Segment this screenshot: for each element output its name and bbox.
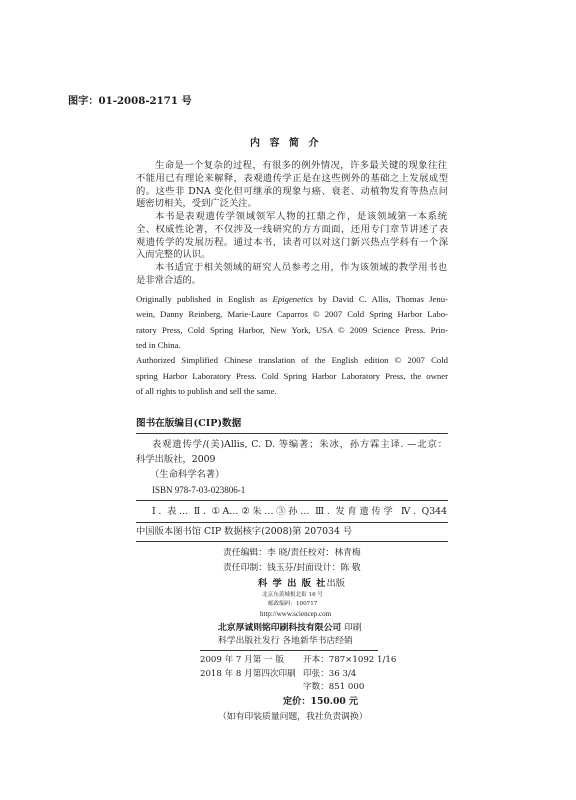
printer-suffix: 印刷 (343, 623, 362, 633)
english-notice-line (136, 293, 448, 305)
cip-isbn: ISBN 978-7-03-023806-1 (152, 485, 246, 495)
publisher-website: http://www.sciencep.com (260, 610, 332, 618)
price: 定价：150.00 元 (283, 696, 359, 707)
format-info: 开本：787×1092 1/16 (303, 655, 397, 665)
summary-line: 本书适宜于相关领域的研究人员参考之用，作为该领域的教学用书也 (155, 262, 447, 273)
publisher-name: 科 学 出 版 社 (258, 578, 327, 589)
imprint-rule (200, 650, 378, 651)
publisher-address: 北京东黄城根北街 16 号 (262, 592, 324, 598)
edition-info: 2009 年 7 月第 一 版 (200, 655, 284, 665)
printer-name: 北京厚诚则铭印刷科技有限公司 (218, 623, 342, 633)
summary-line: 的。这些非 DNA 变化但可继承的现象与癌、衰老、动植物发育等热点问 (136, 186, 448, 197)
summary-heading: 内 容 简 介 (250, 138, 322, 149)
distribution-line: 科学出版社发行 各地新华书店经销 (218, 636, 353, 646)
summary-line: 不能用已有理论来解释，表观遗传学正是在这些例外的基础之上发展成型 (136, 173, 448, 184)
english-notice-line: Authorized Simplified Chinese translation of the English edition © 2007 Cold (136, 355, 448, 365)
quality-notice: （如有印装质量问题，我社负责调换） (218, 712, 368, 722)
english-notice-line: ratory Press, Cold Spring Harbor, New York, USA © 2009 Science Press. Prin- (136, 325, 448, 335)
cip-record: 中国版本图书馆 CIP 数据核字(2008)第 207034 号 (136, 526, 353, 537)
sheets-info: 印张：36 3/4 (303, 669, 357, 679)
editors-line: 责任编辑：李 晓/责任校对：林青梅 (223, 548, 361, 558)
cip-rule (136, 433, 448, 434)
english-notice-text: Originally published in English as (136, 294, 273, 304)
english-notice-line: spring Harbor Laboratory Press. Cold Spring Harbor Laboratory Press, the owner (136, 371, 448, 381)
english-notice-line: wein, Danny Reinberg, Marie-Laure Caparros © 2007 Cold Spring Harbor Labo- (136, 309, 448, 319)
summary-line: 观遗传学的发展历程。通过本书，读者可以对这门新兴热点学科有一个深 (136, 237, 448, 248)
production-line: 责任印制：钱玉芬/封面设计：陈 敬 (223, 563, 361, 573)
publisher-suffix: 出版 (326, 578, 346, 589)
summary-line: 入而完整的认识。 (136, 249, 211, 260)
cip-rule (136, 500, 448, 501)
cip-rule (136, 522, 448, 523)
publisher-postcode: 邮政编码：100717 (268, 601, 318, 607)
cip-rule (136, 541, 448, 542)
summary-line: 生命是一个复杂的过程，有很多的例外情况，许多最关键的现象往往 (155, 160, 447, 171)
english-notice-line: ted in China. (136, 340, 181, 350)
summary-line: 全、权威性论著，不仅涉及一线研究的方方面面，还用专门章节讲述了表 (136, 224, 448, 235)
cip-series: （生命科学名著） (150, 469, 225, 480)
book-title-italic: Epigenetics (272, 294, 314, 304)
cip-heading: 图书在版编目(CIP)数据 (136, 418, 242, 429)
cip-entry-line: 表观遗传学/(美)Allis, C. D. 等编著；朱冰，孙方霖主译. —北京： (152, 439, 447, 450)
word-count: 字数：851 000 (303, 682, 365, 692)
cip-entry-line: 科学出版社，2009 (136, 454, 216, 465)
registration-number: 图字：01-2008-2171 号 (68, 95, 192, 107)
printer-line (218, 622, 362, 634)
publisher-line (258, 578, 345, 590)
english-notice-text: by David C. Allis, Thomas Jenu- (313, 294, 448, 304)
cip-classification: Ⅰ. 表… Ⅱ. ①A…②朱…③孙… Ⅲ. 发育遗传学 Ⅳ. Q344 (152, 506, 447, 517)
printing-info: 2018 年 8 月第四次印刷 (200, 669, 296, 679)
summary-line: 题密切相关，受到广泛关注。 (136, 198, 257, 209)
summary-line: 本书是表观遗传学领域领军人物的扛鼎之作，是该领域第一本系统 (155, 211, 447, 222)
summary-line: 是非常合适的。 (136, 275, 202, 286)
english-notice-line: of all rights to publish and sell the same. (136, 386, 277, 396)
